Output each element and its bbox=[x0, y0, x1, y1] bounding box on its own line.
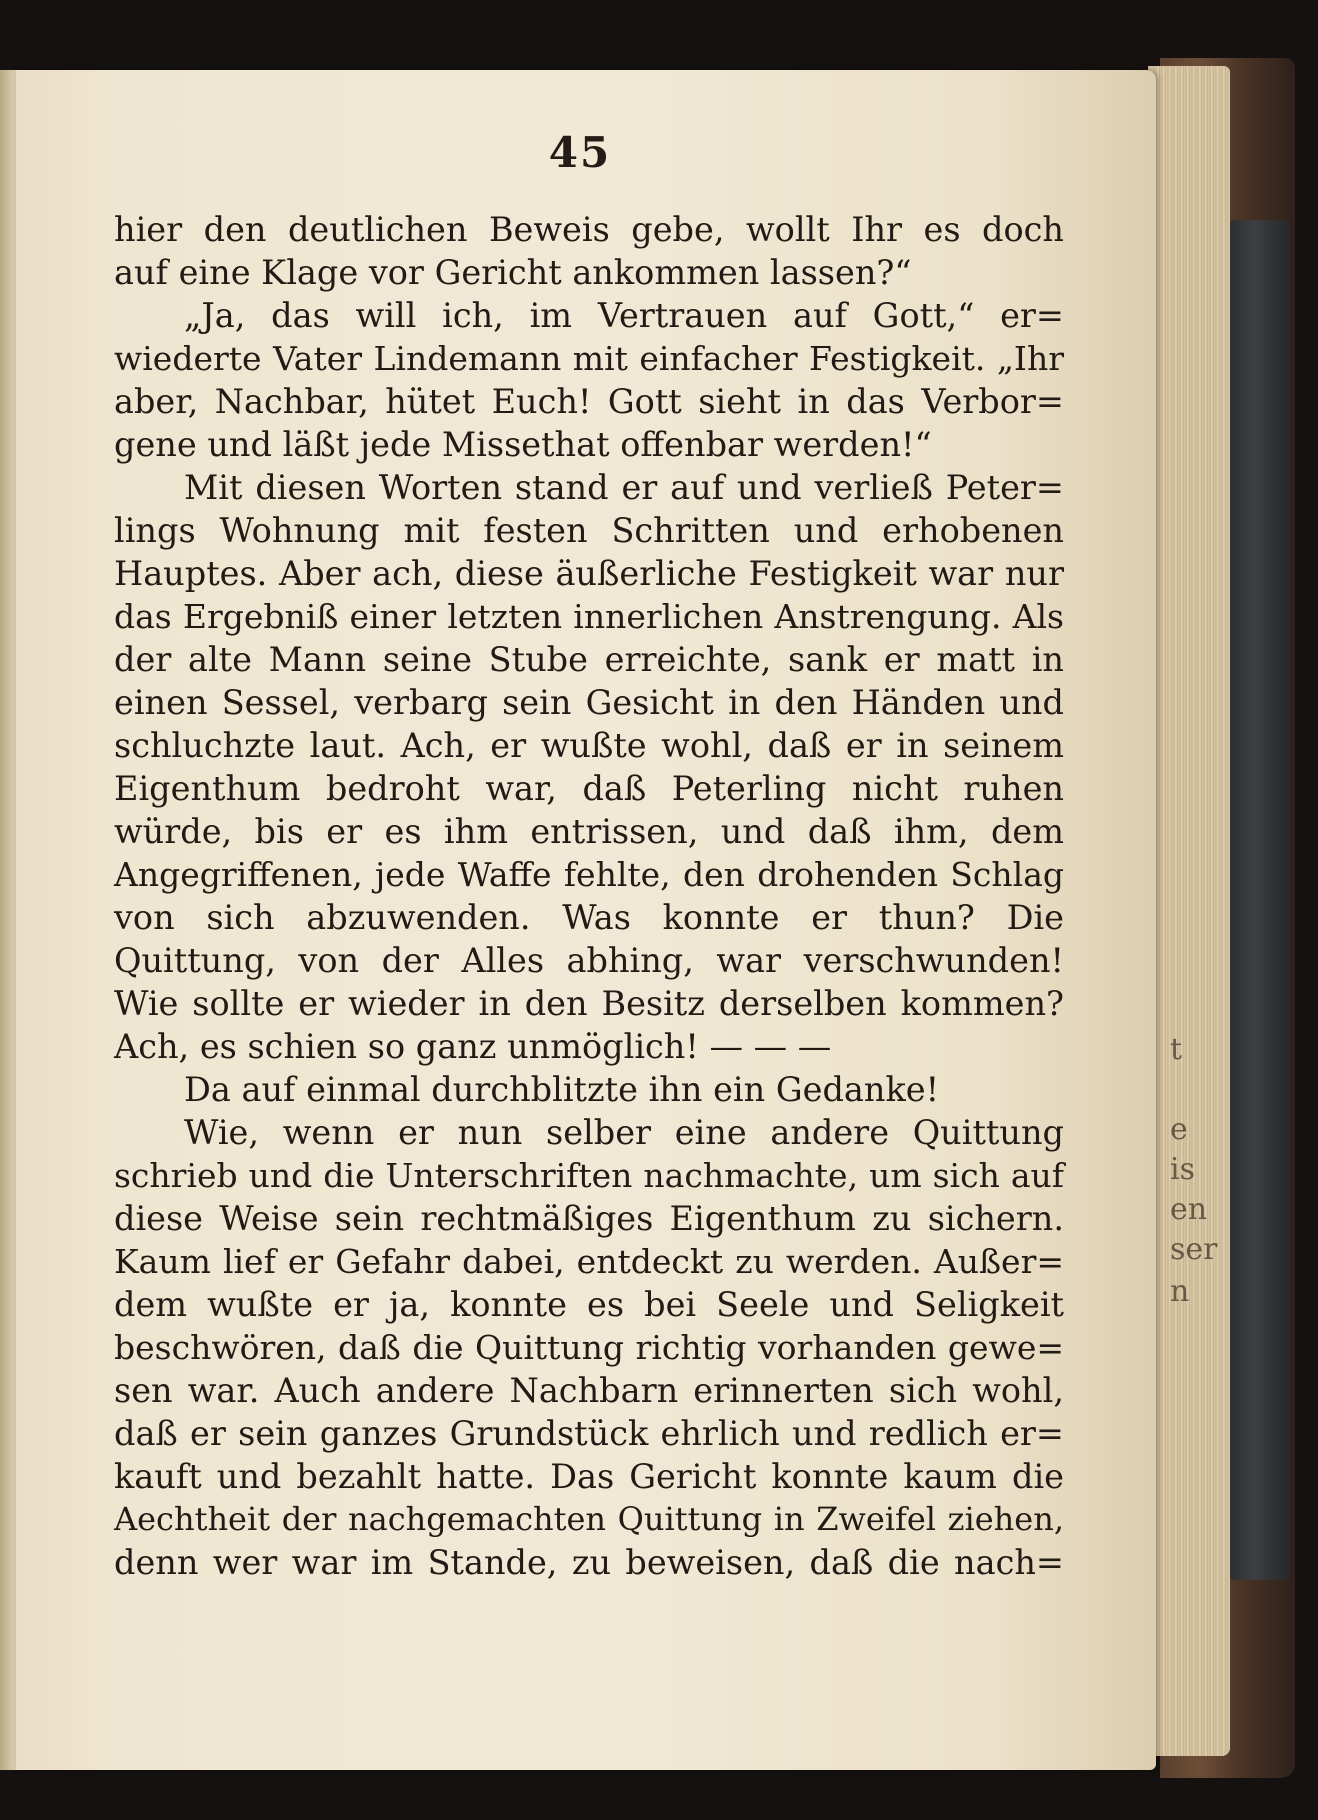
back-page-fragment: t bbox=[1170, 1032, 1183, 1067]
page-number: 45 bbox=[548, 128, 612, 177]
text-line: auf eine Klage vor Gericht ankommen lassen?“ bbox=[114, 253, 912, 292]
text-line: sen war. Auch andere Nachbarn erinnerten sich wohl, bbox=[114, 1371, 1064, 1410]
text-line: Mit diesen Worten stand er auf und verließ Peter= bbox=[184, 468, 1064, 507]
text-line: diese Weise sein rechtmäßiges Eigenthum zu sichern. bbox=[114, 1199, 1064, 1238]
text-line: einen Sessel, verbarg sein Gesicht in den Händen und bbox=[114, 683, 1064, 722]
text-line: beschwören, daß die Quittung richtig vorhanden gewe= bbox=[114, 1328, 1064, 1367]
text-line: der alte Mann seine Stube erreichte, sank er matt in bbox=[114, 640, 1064, 679]
page-text bbox=[114, 208, 1064, 1584]
back-page-fragment: e bbox=[1170, 1112, 1188, 1147]
page-edges bbox=[1148, 66, 1230, 1756]
text-line: Da auf einmal durchblitzte ihn ein Gedanke! bbox=[184, 1070, 940, 1109]
text-line: würde, bis er es ihm entrissen, und daß ihm, dem bbox=[114, 812, 1064, 851]
text-line: kauft und bezahlt hatte. Das Gericht konnte kaum die bbox=[114, 1457, 1064, 1496]
text-line: das Ergebniß einer letzten innerlichen Anstrengung. Als bbox=[114, 597, 1064, 636]
text-line: Aechtheit der nachgemachten Quittung in Zweifel ziehen, bbox=[114, 1500, 1064, 1538]
text-line: Wie, wenn er nun selber eine andere Quittung bbox=[184, 1113, 1064, 1152]
book-spine-cloth bbox=[1230, 220, 1290, 1580]
text-line: Eigenthum bedroht war, daß Peterling nicht ruhen bbox=[114, 769, 1064, 808]
text-line: Ach, es schien so ganz unmöglich! — — — bbox=[114, 1027, 832, 1066]
back-page-fragment: is bbox=[1170, 1152, 1195, 1187]
text-line: Quittung, von der Alles abhing, war verschwunden! bbox=[114, 941, 1064, 980]
text-line: schrieb und die Unterschriften nachmachte, um sich auf bbox=[114, 1156, 1064, 1195]
text-line: gene und läßt jede Missethat offenbar werden!“ bbox=[114, 425, 932, 464]
text-line: lings Wohnung mit festen Schritten und erhobenen bbox=[114, 511, 1064, 550]
back-page-fragment: n bbox=[1170, 1274, 1190, 1309]
back-page-fragment: en bbox=[1170, 1192, 1208, 1227]
text-line: denn wer war im Stande, zu beweisen, daß die nach= bbox=[114, 1543, 1064, 1582]
text-line: aber, Nachbar, hütet Euch! Gott sieht in das Verbor= bbox=[114, 382, 1064, 421]
text-line: von sich abzuwenden. Was konnte er thun? Die bbox=[114, 898, 1064, 937]
text-line: hier den deutlichen Beweis gebe, wollt Ihr es doch bbox=[114, 210, 1064, 249]
text-line: Angegriffenen, jede Waffe fehlte, den drohenden Schlag bbox=[114, 855, 1064, 894]
text-line: dem wußte er ja, konnte es bei Seele und Seligkeit bbox=[114, 1285, 1064, 1324]
text-line: „Ja, das will ich, im Vertrauen auf Gott,“ er= bbox=[184, 296, 1064, 335]
text-line: Kaum lief er Gefahr dabei, entdeckt zu werden. Außer= bbox=[114, 1242, 1064, 1281]
text-line: wiederte Vater Lindemann mit einfacher Festigkeit. „Ihr bbox=[114, 339, 1064, 378]
text-line: schluchzte laut. Ach, er wußte wohl, daß er in seinem bbox=[114, 726, 1064, 765]
text-line: Wie sollte er wieder in den Besitz derselben kommen? bbox=[114, 984, 1064, 1023]
text-line: Hauptes. Aber ach, diese äußerliche Festigkeit war nur bbox=[114, 554, 1064, 593]
text-line: daß er sein ganzes Grundstück ehrlich und redlich er= bbox=[114, 1414, 1064, 1453]
back-page-fragment: ser bbox=[1170, 1232, 1218, 1267]
